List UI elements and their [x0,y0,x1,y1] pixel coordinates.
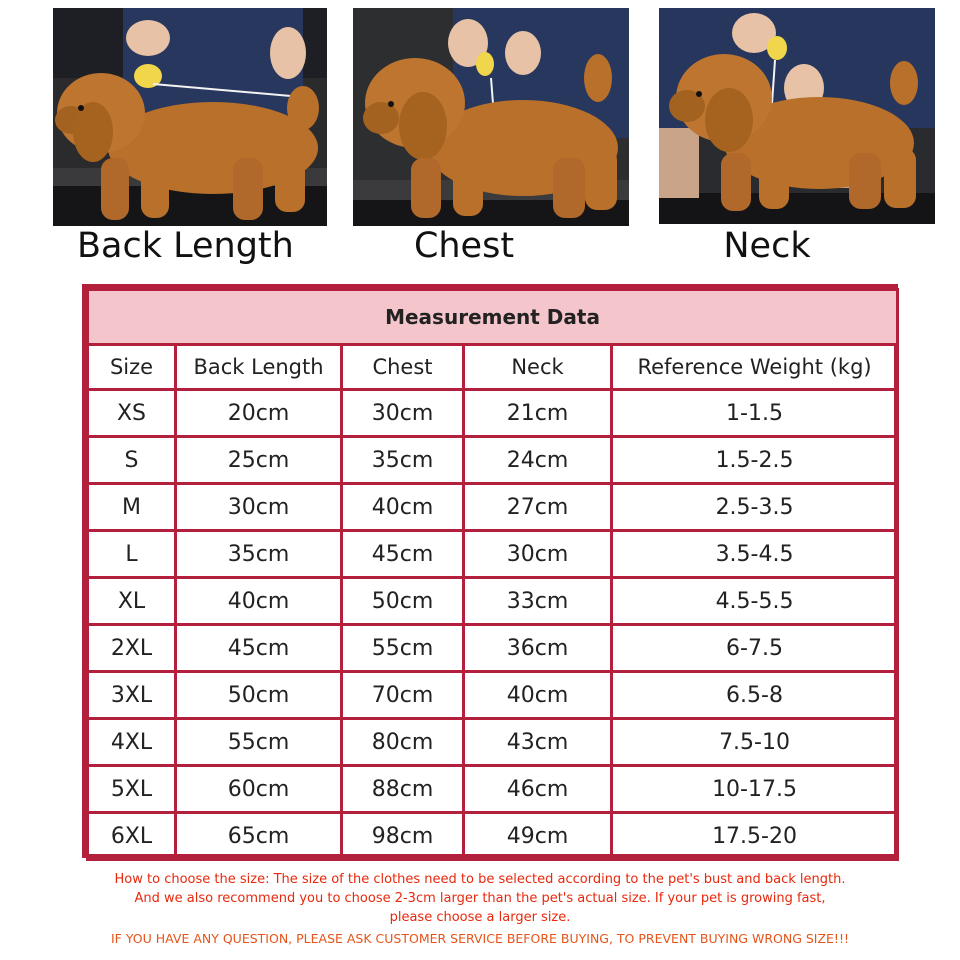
size-note-line-3: please choose a larger size. [389,910,571,925]
table-cell: 55cm [342,625,464,672]
table-cell: 1.5-2.5 [612,437,898,484]
warning-note: IF YOU HAVE ANY QUESTION, PLEASE ASK CUSTOMER SERVICE BEFORE BUYING, TO PREVENT BUYING WRONG SIZE!!! [111,931,849,946]
table-body [88,390,898,860]
table-cell: 30cm [342,390,464,437]
column-header: Chest [342,345,464,390]
table-cell: 2XL [88,625,176,672]
table-row [88,813,898,860]
table-cell: 45cm [342,531,464,578]
table-cell: 4XL [88,719,176,766]
table-cell: XL [88,578,176,625]
table-cell: 30cm [176,484,342,531]
table-header-row [88,345,898,390]
table-cell: 43cm [464,719,612,766]
size-note-line-1: How to choose the size: The size of the clothes need to be selected according to the pet's bust and back length. [114,872,846,887]
dog-neck-photo [659,8,935,224]
table-cell: 6.5-8 [612,672,898,719]
table-cell: 40cm [342,484,464,531]
table-cell: 3XL [88,672,176,719]
back-length-caption: Back Length [77,226,294,266]
table-cell: 6XL [88,813,176,860]
column-header: Reference Weight (kg) [612,345,898,390]
table-cell: 20cm [176,390,342,437]
table-cell: 33cm [464,578,612,625]
table-cell: 5XL [88,766,176,813]
table-row [88,766,898,813]
table-cell: 35cm [342,437,464,484]
table-row [88,578,898,625]
column-header: Size [88,345,176,390]
table-cell: 55cm [176,719,342,766]
table-row [88,672,898,719]
table-cell: 50cm [176,672,342,719]
table-row [88,719,898,766]
table-cell: 4.5-5.5 [612,578,898,625]
neck-caption: Neck [723,226,811,266]
table-cell: 27cm [464,484,612,531]
table-cell: 1-1.5 [612,390,898,437]
column-header: Back Length [176,345,342,390]
table-cell: 25cm [176,437,342,484]
table-cell: 88cm [342,766,464,813]
table-cell: 80cm [342,719,464,766]
table-cell: 49cm [464,813,612,860]
table-cell: XS [88,390,176,437]
table-cell: 17.5-20 [612,813,898,860]
table-cell: 7.5-10 [612,719,898,766]
table-cell: 40cm [176,578,342,625]
table-title: Measurement Data [88,290,898,345]
table-cell: 3.5-4.5 [612,531,898,578]
table-row [88,625,898,672]
table-cell: S [88,437,176,484]
table-cell: 70cm [342,672,464,719]
column-header: Neck [464,345,612,390]
table-cell: 24cm [464,437,612,484]
table-cell: 21cm [464,390,612,437]
table-row [88,437,898,484]
chest-caption: Chest [413,226,515,266]
table-row [88,484,898,531]
table-cell: 98cm [342,813,464,860]
table-cell: 40cm [464,672,612,719]
dog-back-length-photo [53,8,327,226]
table-cell: 10-17.5 [612,766,898,813]
size-chart [82,284,898,858]
table-cell: 50cm [342,578,464,625]
table-cell: 2.5-3.5 [612,484,898,531]
table-cell: L [88,531,176,578]
table-row [88,531,898,578]
table-cell: 65cm [176,813,342,860]
table-cell: 45cm [176,625,342,672]
table-cell: M [88,484,176,531]
table-cell: 30cm [464,531,612,578]
size-table [86,288,899,861]
table-cell: 46cm [464,766,612,813]
size-note-line-2: And we also recommend you to choose 2-3cm larger than the pet's actual size. If your pet is growing fast, [134,891,826,906]
table-row [88,390,898,437]
dog-chest-photo [353,8,629,226]
table-cell: 36cm [464,625,612,672]
table-cell: 35cm [176,531,342,578]
table-cell: 60cm [176,766,342,813]
table-cell: 6-7.5 [612,625,898,672]
